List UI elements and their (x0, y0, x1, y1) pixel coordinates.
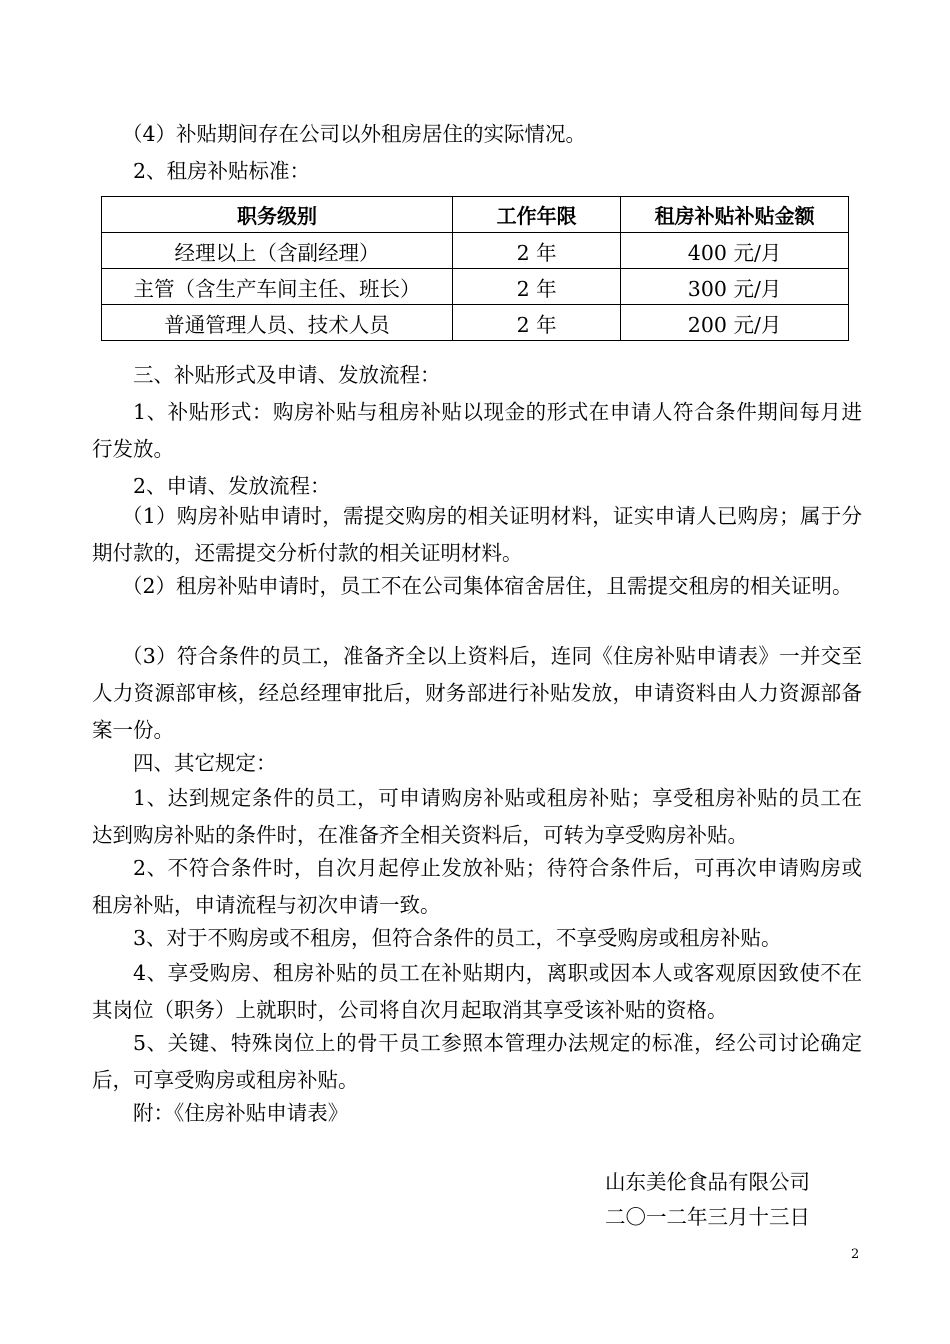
cell-position: 经理以上（含副经理） (102, 233, 453, 269)
cell-position: 普通管理人员、技术人员 (102, 305, 453, 341)
paragraph-attachment: 附：《住房补贴申请表》 (133, 1101, 349, 1125)
paragraph-rule-3: 3、对于不购房或不租房，但符合条件的员工，不享受购房或租房补贴。 (133, 926, 782, 950)
paragraph-purchase-application: （1）购房补贴申请时，需提交购房的相关证明材料，证实申请人已购房；属于分期付款的，还需提交分析付款的相关证明材料。 (92, 504, 862, 565)
table-header-row (102, 197, 849, 233)
cell-position: 主管（含生产车间主任、班长） (102, 269, 453, 305)
paragraph-rent-application: （2）租房补贴申请时，员工不在公司集体宿舍居住，且需提交租房的相关证明。 (122, 574, 853, 598)
paragraph-rule-5: 5、关键、特殊岗位上的骨干员工参照本管理办法规定的标准，经公司讨论确定后，可享受购房或租房补贴。 (92, 1031, 862, 1092)
cell-amount: 200 元/月 (621, 305, 849, 341)
paragraph-application-submission: （3）符合条件的员工，准备齐全以上资料后，连同《住房补贴申请表》一并交至人力资源部审核，经总经理审批后，财务部进行补贴发放，申请资料由人力资源部备案一份。 (92, 644, 862, 742)
section-three-heading: 三、补贴形式及申请、发放流程： (133, 363, 441, 387)
paragraph-process-heading: 2、申请、发放流程： (133, 474, 331, 498)
paragraph-rent-standard-heading: 2、租房补贴标准： (133, 159, 311, 183)
cell-years: 2 年 (453, 305, 621, 341)
cell-years: 2 年 (453, 269, 621, 305)
table-row (102, 305, 849, 341)
header-subsidy-amount: 租房补贴补贴金额 (621, 197, 849, 233)
page-number: 2 (851, 1247, 860, 1262)
paragraph-subsidy-condition-4: （4）补贴期间存在公司以外租房居住的实际情况。 (122, 122, 587, 146)
section-four-heading: 四、其它规定： (133, 751, 277, 775)
signature-date: 二〇一二年三月十三日 (605, 1205, 810, 1229)
paragraph-rule-1: 1、达到规定条件的员工，可申请购房补贴或租房补贴；享受租房补贴的员工在达到购房补贴的条件时，在准备齐全相关资料后，可转为享受购房补贴。 (92, 786, 862, 847)
paragraph-rule-2: 2、不符合条件时，自次月起停止发放补贴；待符合条件后，可再次申请购房或租房补贴，申请流程与初次申请一致。 (92, 856, 862, 917)
table-row (102, 269, 849, 305)
paragraph-rule-4: 4、享受购房、租房补贴的员工在补贴期内，离职或因本人或客观原因致使不在其岗位（职务）上就职时，公司将自次月起取消其享受该补贴的资格。 (92, 961, 862, 1022)
table-row (102, 233, 849, 269)
cell-years: 2 年 (453, 233, 621, 269)
cell-amount: 400 元/月 (621, 233, 849, 269)
header-position-level: 职务级别 (102, 197, 453, 233)
rent-subsidy-table (101, 196, 849, 341)
cell-amount: 300 元/月 (621, 269, 849, 305)
header-work-years: 工作年限 (453, 197, 621, 233)
signature-company: 山东美伦食品有限公司 (605, 1170, 810, 1194)
paragraph-subsidy-form: 1、补贴形式：购房补贴与租房补贴以现金的形式在申请人符合条件期间每月进行发放。 (92, 400, 862, 461)
